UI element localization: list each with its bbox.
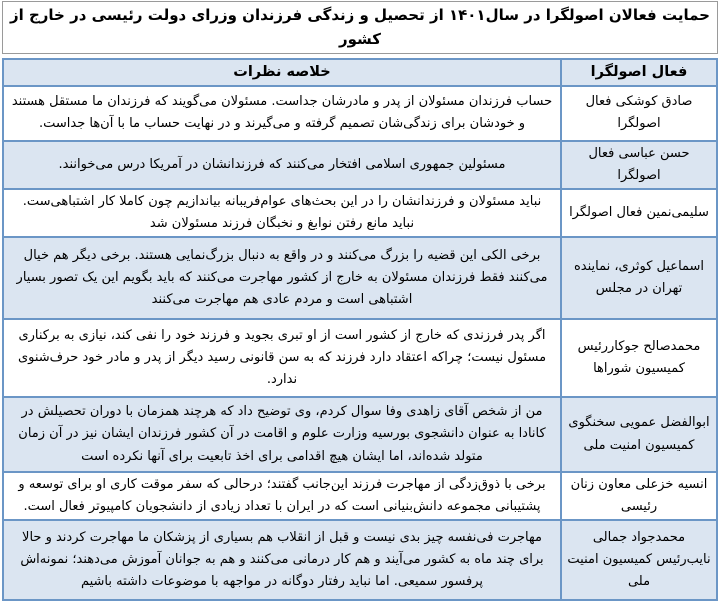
activist-name-cell: اسماعیل کوثری، نماینده تهران در مجلس: [561, 237, 717, 319]
table-row: [3, 472, 717, 520]
activist-name-cell: محمدصالح جوکاررئیس کمیسیون شوراها: [561, 319, 717, 397]
page-title: حمایت فعالان اصولگرا در سال۱۴۰۱ از تحصیل و زندگی فرزندان وزرای دولت رئیسی در خارج از کشور: [2, 1, 718, 54]
summary-cell: مهاجرت فی‌نفسه چیز بدی نیست و قبل از انقلاب هم بسیاری از پزشکان ما مهاجرت کردند و حالا برای چند ماه به کشور می‌آیند و هم کار درمانی می‌کنند و هم به جوانان آموزش می‌دهند؛ نمونه‌اش پرفسور سمیعی. اما نباید رفتار دوگانه در مواجهه با موضوعات داشته باشیم: [3, 520, 561, 600]
table-row: [3, 520, 717, 600]
table-row: [3, 86, 717, 141]
activist-name-cell: ابوالفضل عمویی سخنگوی کمیسیون امنیت ملی: [561, 397, 717, 472]
activist-name-cell: انسیه خزعلی معاون زنان رئیسی: [561, 472, 717, 520]
table-header-row: [3, 59, 717, 86]
summary-cell: برخی با ذوق‌زدگی از مهاجرت فرزند این‌جانب گفتند؛ درحالی که سفر موقت کاری او برای توسعه و پشتیبانی مجموعه دانش‌بنیانی است که در ایران با تعداد زیادی از دانشجویان کامپیوتر فعال است.: [3, 472, 561, 520]
summary-cell: نباید مسئولان و فرزندانشان را در این بحث‌های عوام‌فریبانه بیاندازیم چون کاملا کار اشتباهی‌ست. نباید مانع رفتن نوابغ و نخبگان فرزند مسئولان شد: [3, 189, 561, 237]
activist-name-cell: حسن عباسی فعال اصولگرا: [561, 141, 717, 189]
summary-cell: حساب فرزندان مسئولان از پدر و مادرشان جداست. مسئولان می‌گویند که فرزندان ما مستقل هستند و خودشان برای زندگی‌شان تصمیم گرفته و می‌گیرند و در نهایت حساب ما با آن‌ها جداست.: [3, 86, 561, 141]
table-row: [3, 319, 717, 397]
activist-name-cell: صادق کوشکی فعال اصولگرا: [561, 86, 717, 141]
summary-cell: اگر پدر فرزندی که خارج از کشور است از او تبری بجوید و فرزند خود را نفی کند، نیازی به برکناری مسئول نیست؛ چراکه اعتقاد دارد فرزند که به سن قانونی رسید دیگر از پدر و مادر خود حرف‌شنوی ندارد.: [3, 319, 561, 397]
page: [1, 0, 719, 590]
activist-name-cell: سلیمی‌نمین فعال اصولگرا: [561, 189, 717, 237]
activist-name-cell: محمدجواد جمالی نایب‌رئیس کمیسیون امنیت ملی: [561, 520, 717, 600]
table-row: [3, 397, 717, 472]
summary-cell: مسئولین جمهوری اسلامی افتخار می‌کنند که فرزندانشان در آمریکا درس می‌خوانند.: [3, 141, 561, 189]
summary-cell: من از شخص آقای زاهدی وفا سوال کردم، وی توضیح داد که هرچند همزمان با دوران تحصیلش در کانادا به عنوان دانشجوی بورسیه وزارت علوم و اقامت در آن کشور فرزندان ایشان نیز در آن زمان متولد شده‌اند، اما ایشان هیچ اقدامی برای اخذ تابعیت برای آنها نکرده است: [3, 397, 561, 472]
column-header-summary: خلاصه نظرات: [3, 59, 561, 86]
table-row: [3, 141, 717, 189]
activists-table: [2, 58, 718, 601]
column-header-activist: فعال اصولگرا: [561, 59, 717, 86]
summary-cell: برخی الکی این قضیه را بزرگ می‌کنند و در واقع به دنبال بزرگ‌نمایی هستند. برخی دیگر هم خیال می‌کنند فقط فرزندان مسئولان به خارج از کشور مهاجرت می‌کنند که باید بگویم این یک تصور بسیار اشتباهی است و مردم عادی هم مهاجرت می‌کنند: [3, 237, 561, 319]
table-row: [3, 189, 717, 237]
table-row: [3, 237, 717, 319]
